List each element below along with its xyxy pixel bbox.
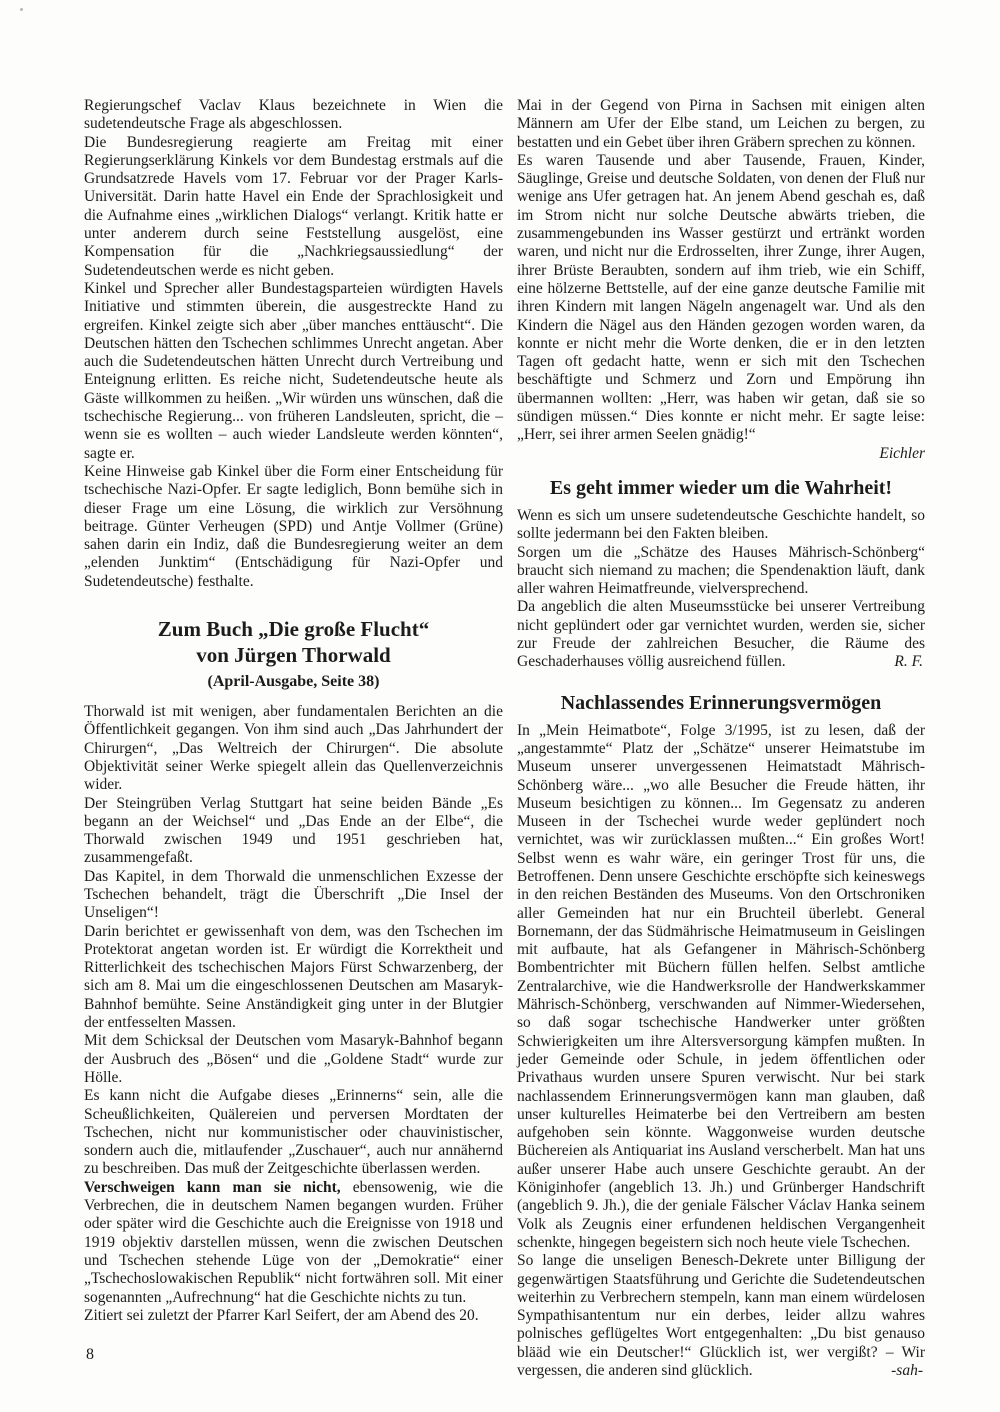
paragraph: Mit dem Schicksal der Deutschen vom Masaryk-Bahnhof begann der Ausbruch des „Bösen“ und die „Goldene Stadt“ wurde zur Hölle. (84, 1032, 503, 1086)
bold-lead-in: Verschweigen kann man sie nicht, (84, 1178, 341, 1196)
paragraph: Es kann nicht die Aufgabe dieses „Erinnerns“ sein, alle die Scheußlichkeiten, Quälereien und perversen Mordtaten der Tschechen, nicht nur kommunistischer oder chauvinistischer, sondern auch die, mitlaufender „Zuschauer“, auch nur annähernd zu beschreiben. Das muß der Zeitgeschichte überlassen werden. (84, 1087, 503, 1178)
paragraph: Der Steingrüben Verlag Stuttgart hat seine beiden Bände „Es begann an der Weichsel“ und „Das Ende an der Elbe“, die Thorwald zwischen 1949 und 1951 geschrieben hat, zusammengefaßt. (84, 794, 503, 867)
paragraph: Zitiert sei zuletzt der Pfarrer Karl Seifert, der am Abend des 20. (84, 1306, 479, 1324)
article-thorwald-title (84, 616, 503, 668)
signature-sah: -sah- (891, 1362, 923, 1379)
paragraph: Thorwald ist mit wenigen, aber fundamentalen Berichten an die Öffentlichkeit gegangen. Von ihm sind auch „Das Jahrhundert der Chirurgen“, „Das Weltreich der Chirurgen“. Die absolute Objektivität seiner Werke spiegelt allein das Quellenverzeichnis wider. (84, 703, 503, 794)
article-erinnerung-title: Nachlassendes Erinnerungsvermögen (560, 691, 882, 714)
paragraph: Darin berichtet er gewissenhaft von dem, was den Tschechen im Protektorat angetan worden ist. Er würdigt die Korrektheit und Ritterlichkeit des tschechischen Majors Fürst Schwarzenberg, der sich am 8. Mai um die eingeschlossenen Deutschen am Masaryk-Bahnhof bemühte. Seine Anständigkeit ging unter in der Blutgier der entfesselten Massen. (84, 922, 503, 1032)
page-number: 8 (86, 1346, 94, 1363)
paragraph-text: ebensowenig, wie die Verbrechen, die in deutschem Namen begangen wurden. Früher oder später wird die Geschichte auch die Ereignisse von 1918 und 1919 objektiv darstellen müssen, wenn die zwischen Deutschen und Tschechen stehende Lüge von der „Demokratie“ einer „Tschechoslowakischen Republik“ nicht fortwähren soll. Mit einer sogenannten „Aufrechnung“ hat die Geschichte nichts zu tun. (84, 1178, 503, 1306)
paragraph: Wenn es sich um unsere sudetendeutsche Geschichte handelt, so sollte jedermann bei den Fakten bleiben. (517, 506, 925, 543)
article-seifert-continuation (517, 97, 925, 463)
column-right (517, 97, 925, 1380)
article-thorwald-subtitle: (April-Ausgabe, Seite 38) (207, 673, 380, 691)
article-erinnerung (517, 691, 925, 1381)
title-line-2: von Jürgen Thorwald (196, 643, 391, 668)
paragraph: Kinkel und Sprecher aller Bundestagsparteien würdigten Havels Initiative und stimmten überein, die ausgestreckte Hand zu ergreifen. Kinkel zeigte sich aber „über manches enttäuscht“. Die Deutschen hätten den Tschechen schlimmes Unrecht angetan. Aber auch die Sudetendeutschen hätten Unrecht durch Vertreibung und Enteignung erlitten. Es reiche nicht, Sudetendeutsche heute als Gäste willkommen zu heißen. „Wir würden uns wünschen, daß die tschechische Regierung... von früheren Landsleuten, spricht, die – wenn sie es wollten – auch wieder Landsleute werden könnten“, sagte er. (84, 279, 503, 462)
paragraph-with-signature (517, 598, 925, 671)
paragraph: Regierungschef Vaclav Klaus bezeichnete in Wien die sudetendeutsche Frage als abgeschlossen. (84, 97, 503, 133)
paragraph: So lange die unseligen Benesch-Dekrete unter Billigung der gegenwärtigen Staatsführung und Gerichte die Sudetendeutschen weiterhin zu Verbrechern stempeln, kann man einem würdelosen Sympathisantentum nur ein derbes, leider allzu wahres polnisches geflügeltes Wort entgegenhalten: „Du bist genauso blääd wie ein Deutscher!“ Glücklich ist, wer vergißt? – Wir vergessen, die anderen sind glücklich. (517, 1252, 925, 1379)
paragraph: Die Bundesregierung reagierte am Freitag mit einer Regierungserklärung Kinkels vor dem Bundestag erstmals auf die Grundsatzrede Havels vom 17. Februar vor der Prager Karls-Universität. Darin hatte Havel ein Ende der Sprachlosigkeit und die Aufnahme eines „wirklichen Dialogs“ verlangt. Kritik hatte er unter anderem durch seine Feststellung ausgelöst, eine Kompensation für die „Nachkriegsaussiedlung“ der Sudetendeutschen werde es nicht geben. (84, 133, 503, 279)
scan-artifact-speck (20, 8, 23, 11)
signature-rf: R. F. (894, 653, 923, 671)
paragraph: Keine Hinweise gab Kinkel über die Form einer Entscheidung für tschechische Nazi-Opfer. Er sagte lediglich, Bonn bemühe sich in dieser Frage um eine Lösung, die wirklich zur Versöhnung beitrage. Günter Verheugen (SPD) und Antje Vollmer (Grüne) sahen darin ein Indiz, daß die Bundesregierung weiter an dem „elenden Junktim“ (Entschädigung für Nazi-Opfer und Sudetendeutsche) festhalte. (84, 462, 503, 590)
signature-eichler: Eichler (879, 444, 925, 462)
article-thorwald (84, 616, 503, 1325)
paragraph: Es waren Tausende und aber Tausende, Frauen, Kinder, Säuglinge, Greise und deutsche Soldaten, von denen der Fluß nur wenige ans Ufer getragen hat. An jenem Abend geschah es, daß im Strom nicht nur solche Deutsche abwärts trieben, die zusammengebunden ins Wasser gestürzt und ertränkt worden waren, und nicht nur die Erdrosselten, ihrer Zunge, ihrer Augen, ihrer Brüste Beraubten, sondern auf ihm trieb, wie ein Schiff, eine hölzerne Bettstelle, auf der eine ganze deutsche Familie mit ihren Kindern mit langen Nägeln angenagelt war. Und als den Kindern die Nägel aus den Händen gezogen worden waren, da konnte er nicht mehr die Worte denken, die er in den letzten Tagen oft gedacht hatte, wenn er sich mit den Tschechen beschäftigte und Schmerz und Zorn und Empörung ihn übermannen wollten: „Herr, was haben wir getan, daß sie so sündigen müssen.“ Dies konnte er nicht mehr. Er sagte leise: „Herr, sei ihrer armen Seelen gnädig!“ (517, 151, 925, 444)
title-line-1: Zum Buch „Die große Flucht“ (157, 617, 430, 642)
paragraph: In „Mein Heimatbote“, Folge 3/1995, ist zu lesen, daß der „angestammte“ Platz der „Schätze“ unserer Heimatstube im Museum unserer unvergessenen Heimatstadt Mährisch-Schönberg wäre... „wo alle Besucher die Freude hätten, ihr Museum besichtigen zu können... Im Gegensatz zu anderen Museen in der Tschechei wurde weder geplündert noch vernichtet, was wir zurücklassen mußten...“ Ein großes Wort! Selbst wenn es wahr wäre, ein geringer Trost für uns, die Betroffenen. Denn unsere Geschichte erschöpfte sich keineswegs in den reichen Beständen des Museums. Von den Ortschroniken aller Gemeinden hat nur ein Bruchteil überlebt. General Bornemann, der das Südmährische Heimatmuseum in Geislingen mit aufbaute, hat als Gefangener in Mährisch-Schönberg Bombentrichter mit Büchern füllen helfen. Selbst amtliche Zentralarchive, wie die Handwerksrolle der Handwerkskammer Mährisch-Schönberg, verschwanden auf Nimmer-Wiedersehen, so daß sogar tschechische Handwerker unter größten Schwierigkeiten um ihre Altersversorgung kämpfen mußten. In jeder Gemeinde oder Schule, in jedem öffentlichen oder Privathaus wurden unsere Spuren verwischt. Nur bei stark nachlassendem Erinnerungsvermögen kann man glauben, daß unser kulturelles Heimaterbe bei den Vertreibern am besten aufgehoben sein könnte. Waggonweise wurden deutsche Büchereien als Antiquariat ins Ausland verscherbelt. Man hat uns außer unserer Habe auch unsere Geschichte geraubt. An der Königinhofer (angeblich 13. Jh.) und Grünberger Handschrift (angeblich 9. Jh.), die der geniale Fälscher Václav Hanka seinem Volk als Zeugnis einer erfundenen heldischen Vergangenheit schenkte, hingegen begeistern sich noch heute viele Tschechen. (517, 721, 925, 1251)
paragraph: Da angeblich die alten Museumsstücke bei unserer Vertreibung nicht geplündert oder gar vernichtet wurden, werden sie, sicher zur Freude der zahlreichen Besucher, die Räume des Geschaderhauses völlig ausreichend füllen. (517, 598, 925, 671)
column-left (84, 97, 503, 1325)
paragraph-with-signature (517, 1252, 925, 1380)
article-wahrheit-title: Es geht immer wieder um die Wahrheit! (549, 476, 893, 499)
article-klaus-continuation (84, 97, 503, 591)
paragraph: Sorgen um die „Schätze des Hauses Mährisch-Schönberg“ braucht sich niemand zu machen; die Spendenaktion läuft, dank aller wahren Heimatfreunde, vielversprechend. (517, 543, 925, 598)
paragraph (84, 1179, 503, 1307)
article-wahrheit (517, 476, 925, 672)
paragraph: Das Kapitel, in dem Thorwald die unmenschlichen Exzesse der Tschechen behandelt, trägt die Überschrift „Die Insel der Unseligen“! (84, 867, 503, 922)
paragraph: Mai in der Gegend von Pirna in Sachsen mit einigen alten Männern am Ufer der Elbe stand, um Leichen zu bergen, zu bestatten und ein Gebet über ihren Gräbern sprechen zu können. (517, 97, 925, 151)
